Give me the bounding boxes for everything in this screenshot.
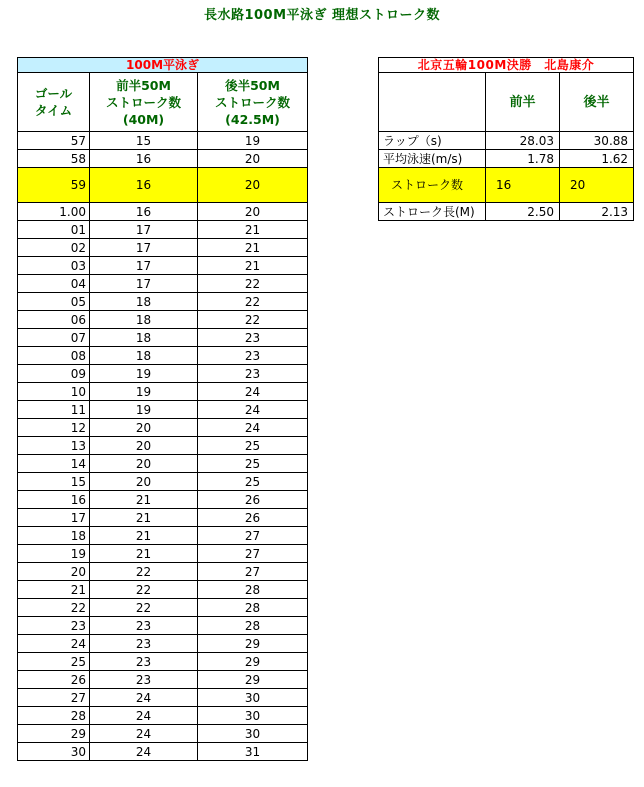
goal-time-cell: 58 (18, 150, 90, 168)
first-half-strokes-cell: 21 (90, 491, 198, 509)
right-table-caption: 北京五輪100M決勝 北島康介 (379, 58, 634, 73)
first-half-strokes-cell: 19 (90, 383, 198, 401)
table-row (18, 671, 308, 689)
goal-time-cell: 03 (18, 257, 90, 275)
first-half-strokes-cell: 20 (90, 419, 198, 437)
table-row (18, 509, 308, 527)
second-half-strokes-cell: 23 (198, 347, 308, 365)
first-half-strokes-cell: 16 (90, 168, 198, 203)
second-half-strokes-cell: 20 (198, 168, 308, 203)
second-half-strokes-cell: 31 (198, 743, 308, 761)
second-half-strokes-cell: 30 (198, 725, 308, 743)
second-half-strokes-cell: 22 (198, 275, 308, 293)
left-table-caption: 100M平泳ぎ (18, 58, 308, 73)
first-half-strokes-cell: 19 (90, 365, 198, 383)
table-row (18, 419, 308, 437)
table-row (18, 689, 308, 707)
first-half-strokes-cell: 21 (90, 527, 198, 545)
metric-label-cell: ストローク長(M) (379, 203, 486, 221)
second-half-strokes-cell: 22 (198, 293, 308, 311)
goal-time-cell: 09 (18, 365, 90, 383)
first-half-strokes-cell: 24 (90, 743, 198, 761)
stroke-count-table (17, 57, 308, 761)
table-row (18, 725, 308, 743)
first-half-strokes-cell: 20 (90, 473, 198, 491)
first-half-strokes-cell: 22 (90, 599, 198, 617)
table-row (18, 365, 308, 383)
second-half-strokes-cell: 24 (198, 419, 308, 437)
goal-time-cell: 57 (18, 132, 90, 150)
table-row (18, 527, 308, 545)
second-half-strokes-cell: 28 (198, 599, 308, 617)
second-half-strokes-cell: 26 (198, 509, 308, 527)
first-half-strokes-cell: 15 (90, 132, 198, 150)
table-row (18, 257, 308, 275)
second-half-strokes-cell: 30 (198, 707, 308, 725)
metric-label-cell: 平均泳速(m/s) (379, 150, 486, 168)
table-row (18, 707, 308, 725)
goal-time-cell: 25 (18, 653, 90, 671)
second-half-strokes-cell: 21 (198, 239, 308, 257)
table-row (18, 203, 308, 221)
first-half-strokes-cell: 19 (90, 401, 198, 419)
first-half-strokes-cell: 17 (90, 221, 198, 239)
kitajima-beijing-final-table (378, 57, 634, 221)
goal-time-cell: 18 (18, 527, 90, 545)
header-blank (379, 73, 486, 132)
header-first-half: 前半 (486, 73, 560, 132)
goal-time-cell: 23 (18, 617, 90, 635)
table-row (18, 383, 308, 401)
first-half-strokes-cell: 17 (90, 257, 198, 275)
goal-time-cell: 10 (18, 383, 90, 401)
header-line: 前半50M (116, 77, 171, 93)
first-half-strokes-cell: 17 (90, 275, 198, 293)
metric-label-cell: ラップ（s) (379, 132, 486, 150)
second-half-strokes-cell: 27 (198, 527, 308, 545)
second-half-strokes-cell: 20 (198, 150, 308, 168)
header-second-half: 後半 (560, 73, 634, 132)
table-row (18, 329, 308, 347)
table-row (18, 491, 308, 509)
table-row (379, 203, 634, 221)
table-row (18, 221, 308, 239)
header-first-half-strokes (90, 73, 198, 132)
table-row (18, 275, 308, 293)
second-half-strokes-cell: 24 (198, 383, 308, 401)
first-half-value-cell: 16 (486, 168, 560, 203)
table-row (18, 545, 308, 563)
goal-time-cell: 12 (18, 419, 90, 437)
table-row (18, 563, 308, 581)
header-line: ストローク数 (215, 94, 291, 110)
first-half-value-cell: 1.78 (486, 150, 560, 168)
header-line: ストローク数 (105, 94, 181, 110)
second-half-strokes-cell: 20 (198, 203, 308, 221)
first-half-strokes-cell: 16 (90, 150, 198, 168)
first-half-strokes-cell: 17 (90, 239, 198, 257)
second-half-strokes-cell: 21 (198, 257, 308, 275)
header-line: タイム (34, 103, 73, 118)
first-half-strokes-cell: 24 (90, 725, 198, 743)
second-half-strokes-cell: 24 (198, 401, 308, 419)
first-half-value-cell: 28.03 (486, 132, 560, 150)
first-half-strokes-cell: 18 (90, 329, 198, 347)
goal-time-cell: 02 (18, 239, 90, 257)
goal-time-cell: 17 (18, 509, 90, 527)
second-half-strokes-cell: 29 (198, 671, 308, 689)
goal-time-cell: 14 (18, 455, 90, 473)
header-line: (42.5M) (225, 111, 280, 127)
goal-time-cell: 22 (18, 599, 90, 617)
second-half-strokes-cell: 21 (198, 221, 308, 239)
second-half-strokes-cell: 22 (198, 311, 308, 329)
first-half-strokes-cell: 22 (90, 581, 198, 599)
goal-time-cell: 08 (18, 347, 90, 365)
goal-time-cell: 15 (18, 473, 90, 491)
table-row (18, 455, 308, 473)
goal-time-cell: 05 (18, 293, 90, 311)
second-half-strokes-cell: 19 (198, 132, 308, 150)
second-half-strokes-cell: 26 (198, 491, 308, 509)
second-half-value-cell: 20 (560, 168, 634, 203)
table-row (18, 401, 308, 419)
goal-time-cell: 20 (18, 563, 90, 581)
second-half-strokes-cell: 27 (198, 545, 308, 563)
table-row (379, 168, 634, 203)
table-row (18, 239, 308, 257)
second-half-strokes-cell: 23 (198, 329, 308, 347)
goal-time-cell: 59 (18, 168, 90, 203)
goal-time-cell: 07 (18, 329, 90, 347)
table-row (18, 599, 308, 617)
first-half-strokes-cell: 23 (90, 653, 198, 671)
first-half-strokes-cell: 20 (90, 455, 198, 473)
first-half-strokes-cell: 23 (90, 617, 198, 635)
second-half-strokes-cell: 29 (198, 635, 308, 653)
second-half-value-cell: 1.62 (560, 150, 634, 168)
table-row (18, 168, 308, 203)
goal-time-cell: 21 (18, 581, 90, 599)
table-row (18, 617, 308, 635)
table-row (18, 743, 308, 761)
header-line: 後半50M (225, 77, 280, 93)
second-half-strokes-cell: 25 (198, 437, 308, 455)
first-half-strokes-cell: 24 (90, 689, 198, 707)
table-row (379, 150, 634, 168)
goal-time-cell: 01 (18, 221, 90, 239)
page-title: 長水路100M平泳ぎ 理想ストローク数 (203, 8, 441, 23)
second-half-strokes-cell: 25 (198, 455, 308, 473)
header-second-half-strokes (198, 73, 308, 132)
first-half-strokes-cell: 22 (90, 563, 198, 581)
table-row (18, 150, 308, 168)
goal-time-cell: 1.00 (18, 203, 90, 221)
table-row (18, 635, 308, 653)
first-half-strokes-cell: 20 (90, 437, 198, 455)
goal-time-cell: 16 (18, 491, 90, 509)
first-half-strokes-cell: 21 (90, 509, 198, 527)
table-row (18, 581, 308, 599)
second-half-value-cell: 30.88 (560, 132, 634, 150)
first-half-strokes-cell: 18 (90, 293, 198, 311)
goal-time-cell: 24 (18, 635, 90, 653)
second-half-strokes-cell: 25 (198, 473, 308, 491)
first-half-value-cell: 2.50 (486, 203, 560, 221)
header-goal-time (18, 73, 90, 132)
first-half-strokes-cell: 16 (90, 203, 198, 221)
goal-time-cell: 06 (18, 311, 90, 329)
header-line: (40M) (122, 111, 165, 127)
second-half-value-cell: 2.13 (560, 203, 634, 221)
goal-time-cell: 30 (18, 743, 90, 761)
table-row (379, 132, 634, 150)
goal-time-cell: 29 (18, 725, 90, 743)
second-half-strokes-cell: 30 (198, 689, 308, 707)
table-row (18, 311, 308, 329)
first-half-strokes-cell: 23 (90, 671, 198, 689)
header-line: ゴール (34, 86, 73, 101)
first-half-strokes-cell: 21 (90, 545, 198, 563)
table-row (18, 437, 308, 455)
table-row (18, 132, 308, 150)
second-half-strokes-cell: 29 (198, 653, 308, 671)
goal-time-cell: 28 (18, 707, 90, 725)
second-half-strokes-cell: 27 (198, 563, 308, 581)
table-row (18, 347, 308, 365)
goal-time-cell: 26 (18, 671, 90, 689)
goal-time-cell: 19 (18, 545, 90, 563)
first-half-strokes-cell: 18 (90, 311, 198, 329)
first-half-strokes-cell: 18 (90, 347, 198, 365)
second-half-strokes-cell: 23 (198, 365, 308, 383)
metric-label-cell: ストローク数 (379, 168, 486, 203)
table-row (18, 473, 308, 491)
table-row (18, 653, 308, 671)
second-half-strokes-cell: 28 (198, 581, 308, 599)
goal-time-cell: 27 (18, 689, 90, 707)
goal-time-cell: 04 (18, 275, 90, 293)
second-half-strokes-cell: 28 (198, 617, 308, 635)
goal-time-cell: 13 (18, 437, 90, 455)
table-row (18, 293, 308, 311)
first-half-strokes-cell: 23 (90, 635, 198, 653)
first-half-strokes-cell: 24 (90, 707, 198, 725)
goal-time-cell: 11 (18, 401, 90, 419)
